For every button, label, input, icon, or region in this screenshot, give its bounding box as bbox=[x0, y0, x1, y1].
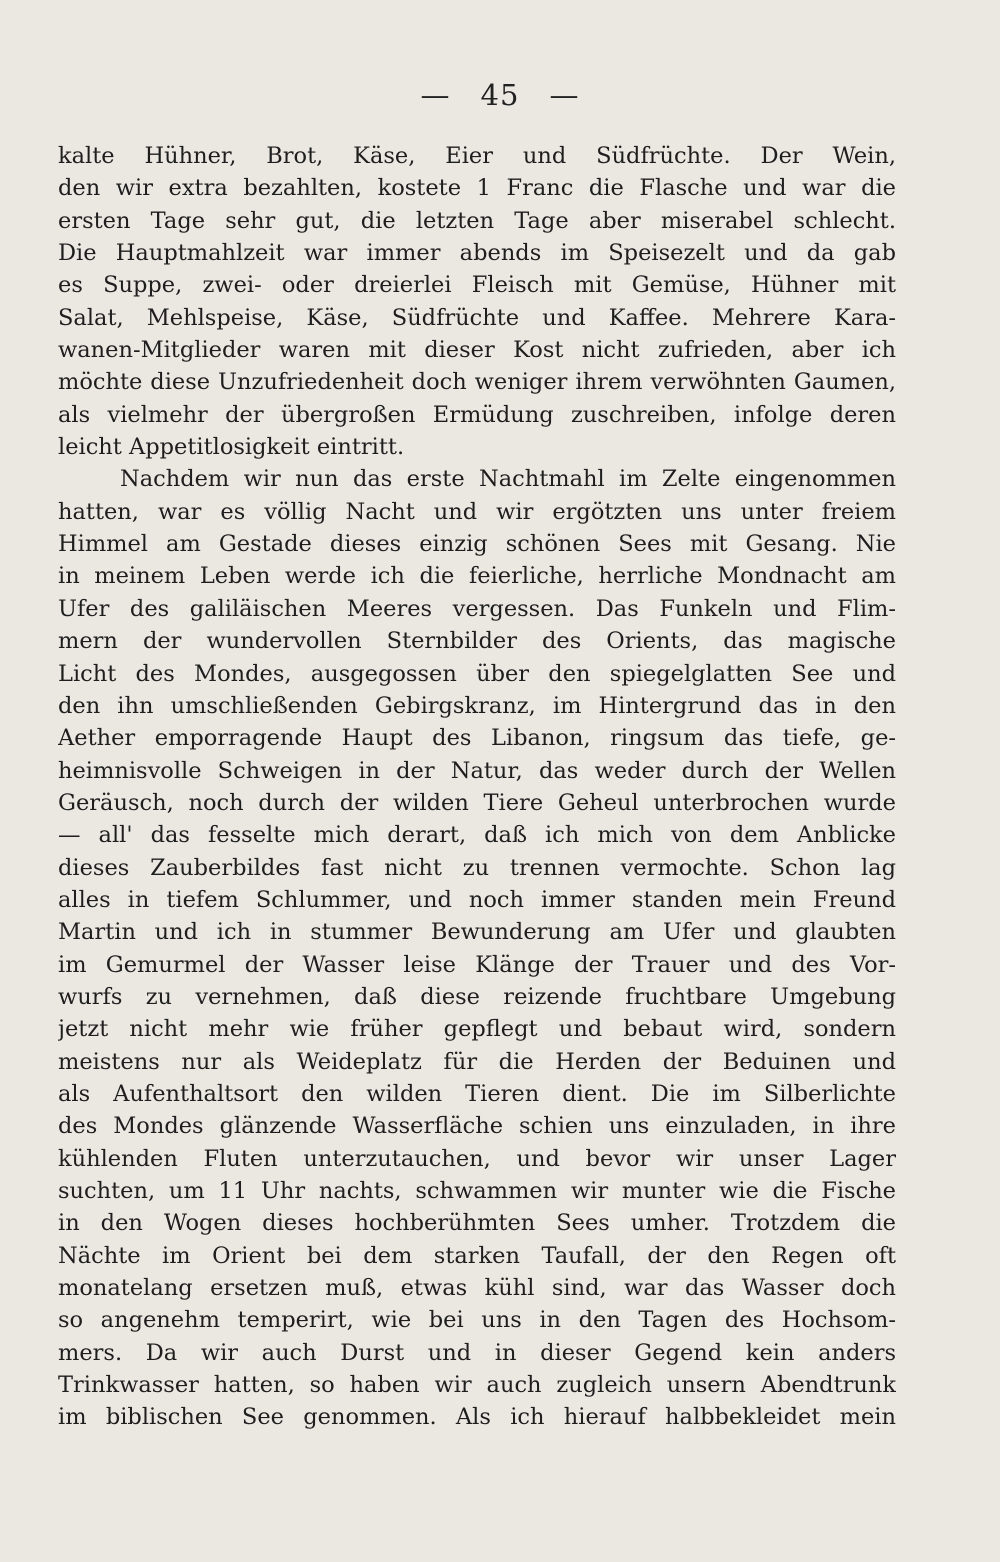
text-line: mers. Da wir auch Durst und in dieser Gegend kein anders bbox=[58, 1339, 896, 1366]
text-line: mern der wundervollen Sternbilder des Orients, das magische bbox=[58, 628, 896, 655]
header-right-dash: — bbox=[549, 78, 580, 112]
text-line: kalte Hühner, Brot, Käse, Eier und Südfrüchte. Der Wein, bbox=[58, 143, 896, 169]
text-line: meistens nur als Weideplatz für die Herden der Beduinen und bbox=[58, 1048, 896, 1075]
text-line: in meinem Leben werde ich die feierliche, herrliche Mondnacht am bbox=[58, 563, 896, 590]
text-line: Licht des Mondes, ausgegossen über den spiegelglatten See und bbox=[58, 660, 896, 687]
text-line: Trinkwasser hatten, so haben wir auch zugleich unsern Abendtrunk bbox=[58, 1372, 896, 1399]
text-line: ersten Tage sehr gut, die letzten Tage aber miserabel schlecht. bbox=[58, 207, 896, 234]
text-line: so angenehm temperirt, wie bei uns in den Tagen des Hochsom- bbox=[58, 1307, 896, 1334]
text-line: im Gemurmel der Wasser leise Klänge der Trauer und des Vor- bbox=[58, 951, 896, 978]
text-line: Aether emporragende Haupt des Libanon, ringsum das tiefe, ge- bbox=[58, 725, 896, 752]
text-line: möchte diese Unzufriedenheit doch weniger ihrem verwöhnten Gaumen, bbox=[58, 369, 896, 396]
text-line: monatelang ersetzen muß, etwas kühl sind, war das Wasser doch bbox=[58, 1275, 896, 1302]
text-line: des Mondes glänzende Wasserfläche schien uns einzuladen, in ihre bbox=[58, 1113, 896, 1140]
text-line: leicht Appetitlosigkeit eintritt. bbox=[58, 434, 405, 461]
text-line: jetzt nicht mehr wie früher gepflegt und bebaut wird, sondern bbox=[58, 1016, 896, 1043]
body-text bbox=[58, 140, 896, 1434]
text-line: den ihn umschließenden Gebirgskranz, im Hintergrund das in den bbox=[58, 692, 896, 719]
text-line: wanen-Mitglieder waren mit dieser Kost nicht zufrieden, aber ich bbox=[58, 337, 896, 364]
text-line: hatten, war es völlig Nacht und wir ergötzten uns unter freiem bbox=[58, 498, 896, 525]
page-number: 45 bbox=[480, 78, 520, 112]
text-line: als Aufenthaltsort den wilden Tieren dient. Die im Silberlichte bbox=[58, 1080, 896, 1107]
text-line: als vielmehr der übergroßen Ermüdung zuschreiben, infolge deren bbox=[58, 401, 896, 428]
text-line: suchten, um 11 Uhr nachts, schwammen wir munter wie die Fische bbox=[58, 1178, 896, 1204]
text-line: Martin und ich in stummer Bewunderung am Ufer und glaubten bbox=[58, 919, 896, 946]
text-line: Salat, Mehlspeise, Käse, Südfrüchte und Kaffee. Mehrere Kara- bbox=[58, 304, 896, 331]
text-line: Die Hauptmahlzeit war immer abends im Speisezelt und da gab bbox=[58, 240, 896, 267]
text-line: im biblischen See genommen. Als ich hierauf halbbekleidet mein bbox=[58, 1404, 896, 1431]
text-line: heimnisvolle Schweigen in der Natur, das weder durch der Wellen bbox=[58, 757, 896, 784]
text-line: den wir extra bezahlten, kostete 1 Franc die Flasche und war die bbox=[58, 175, 896, 202]
text-line: Ufer des galiläischen Meeres vergessen. Das Funkeln und Flim- bbox=[58, 595, 896, 622]
header-left-dash: — bbox=[420, 78, 451, 112]
text-line: Nachdem wir nun das erste Nachtmahl im Zelte eingenommen bbox=[120, 466, 896, 493]
text-line: dieses Zauberbildes fast nicht zu trennen vermochte. Schon lag bbox=[58, 854, 896, 881]
text-line: in den Wogen dieses hochberühmten Sees umher. Trotzdem die bbox=[58, 1210, 896, 1237]
text-line: — all' das fesselte mich derart, daß ich mich von dem Anblicke bbox=[58, 822, 896, 849]
text-line: es Suppe, zwei- oder dreierlei Fleisch mit Gemüse, Hühner mit bbox=[58, 272, 896, 299]
page-header bbox=[0, 78, 1000, 112]
text-line: wurfs zu vernehmen, daß diese reizende fruchtbare Umgebung bbox=[58, 983, 896, 1010]
text-line: kühlenden Fluten unterzutauchen, und bevor wir unser Lager bbox=[58, 1145, 896, 1172]
text-line: Himmel am Gestade dieses einzig schönen Sees mit Gesang. Nie bbox=[58, 531, 896, 558]
text-line: Nächte im Orient bei dem starken Taufall, der den Regen oft bbox=[58, 1242, 896, 1269]
text-line: alles in tiefem Schlummer, und noch immer standen mein Freund bbox=[58, 886, 896, 913]
text-line: Geräusch, noch durch der wilden Tiere Geheul unterbrochen wurde bbox=[58, 789, 896, 816]
